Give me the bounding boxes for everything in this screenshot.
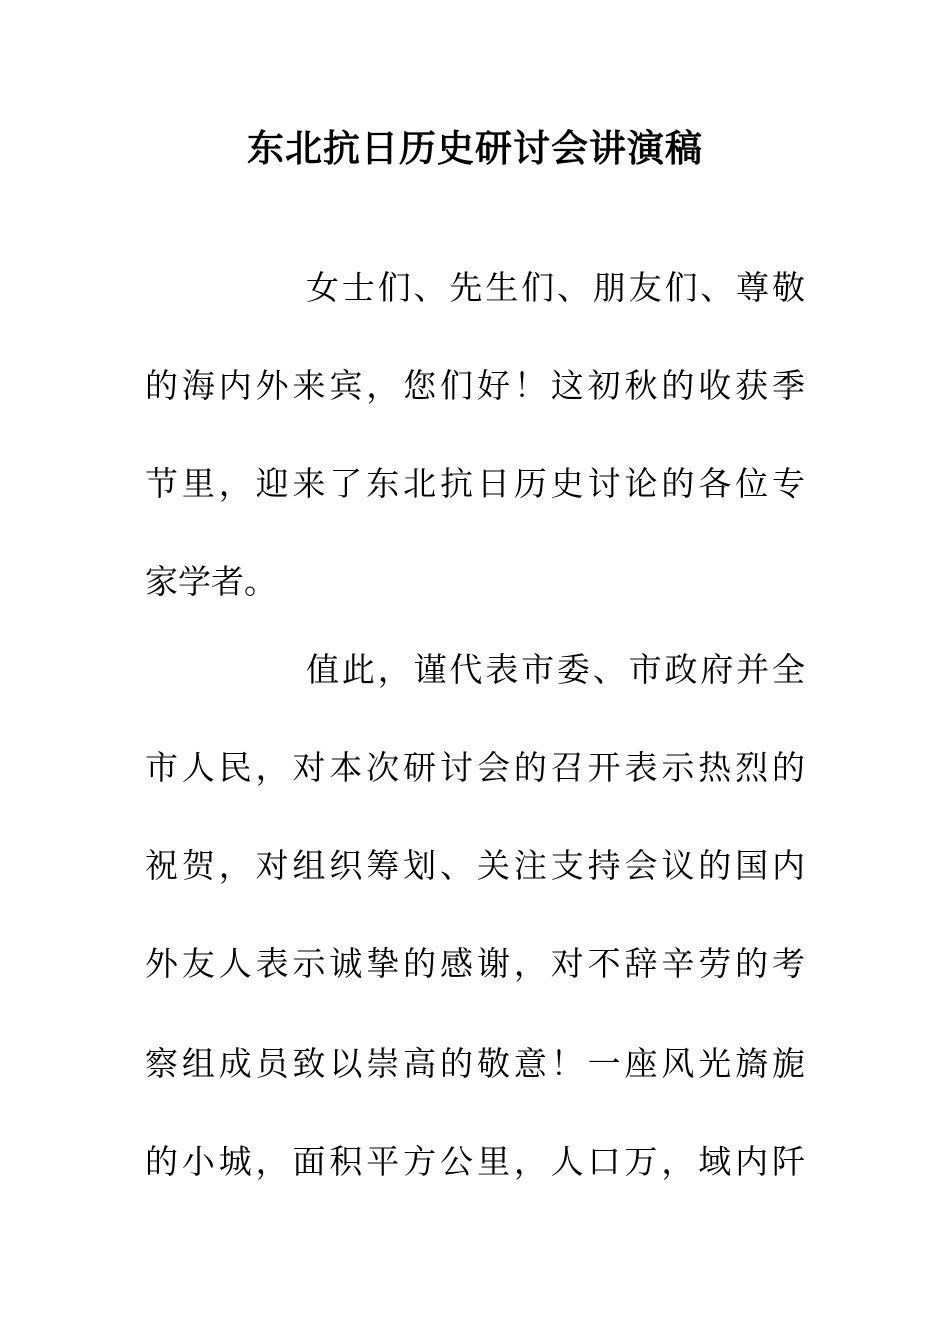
paragraph-line: 女士们、先生们、朋友们、尊敬 [306,268,805,307]
document-title: 东北抗日历史研讨会讲演稿 [247,127,703,170]
paragraph-line: 察组成员致以崇高的敬意！一座风光旖旎 [145,1044,805,1083]
paragraph-line: 祝贺，对组织筹划、关注支持会议的国内 [145,846,805,885]
paragraph-line: 的海内外来宾，您们好！这初秋的收获季 [145,366,805,405]
paragraph-line: 外友人表示诚挚的感谢，对不辞辛劳的考 [145,944,805,983]
paragraph-line: 值此，谨代表市委、市政府并全 [306,650,805,689]
paragraph-line: 家学者。 [145,562,277,601]
paragraph-line: 的小城，面积平方公里，人口万，域内阡 [145,1142,805,1181]
paragraph-line: 节里，迎来了东北抗日历史讨论的各位专 [145,464,805,503]
paragraph-line: 市人民，对本次研讨会的召开表示热烈的 [145,748,805,787]
